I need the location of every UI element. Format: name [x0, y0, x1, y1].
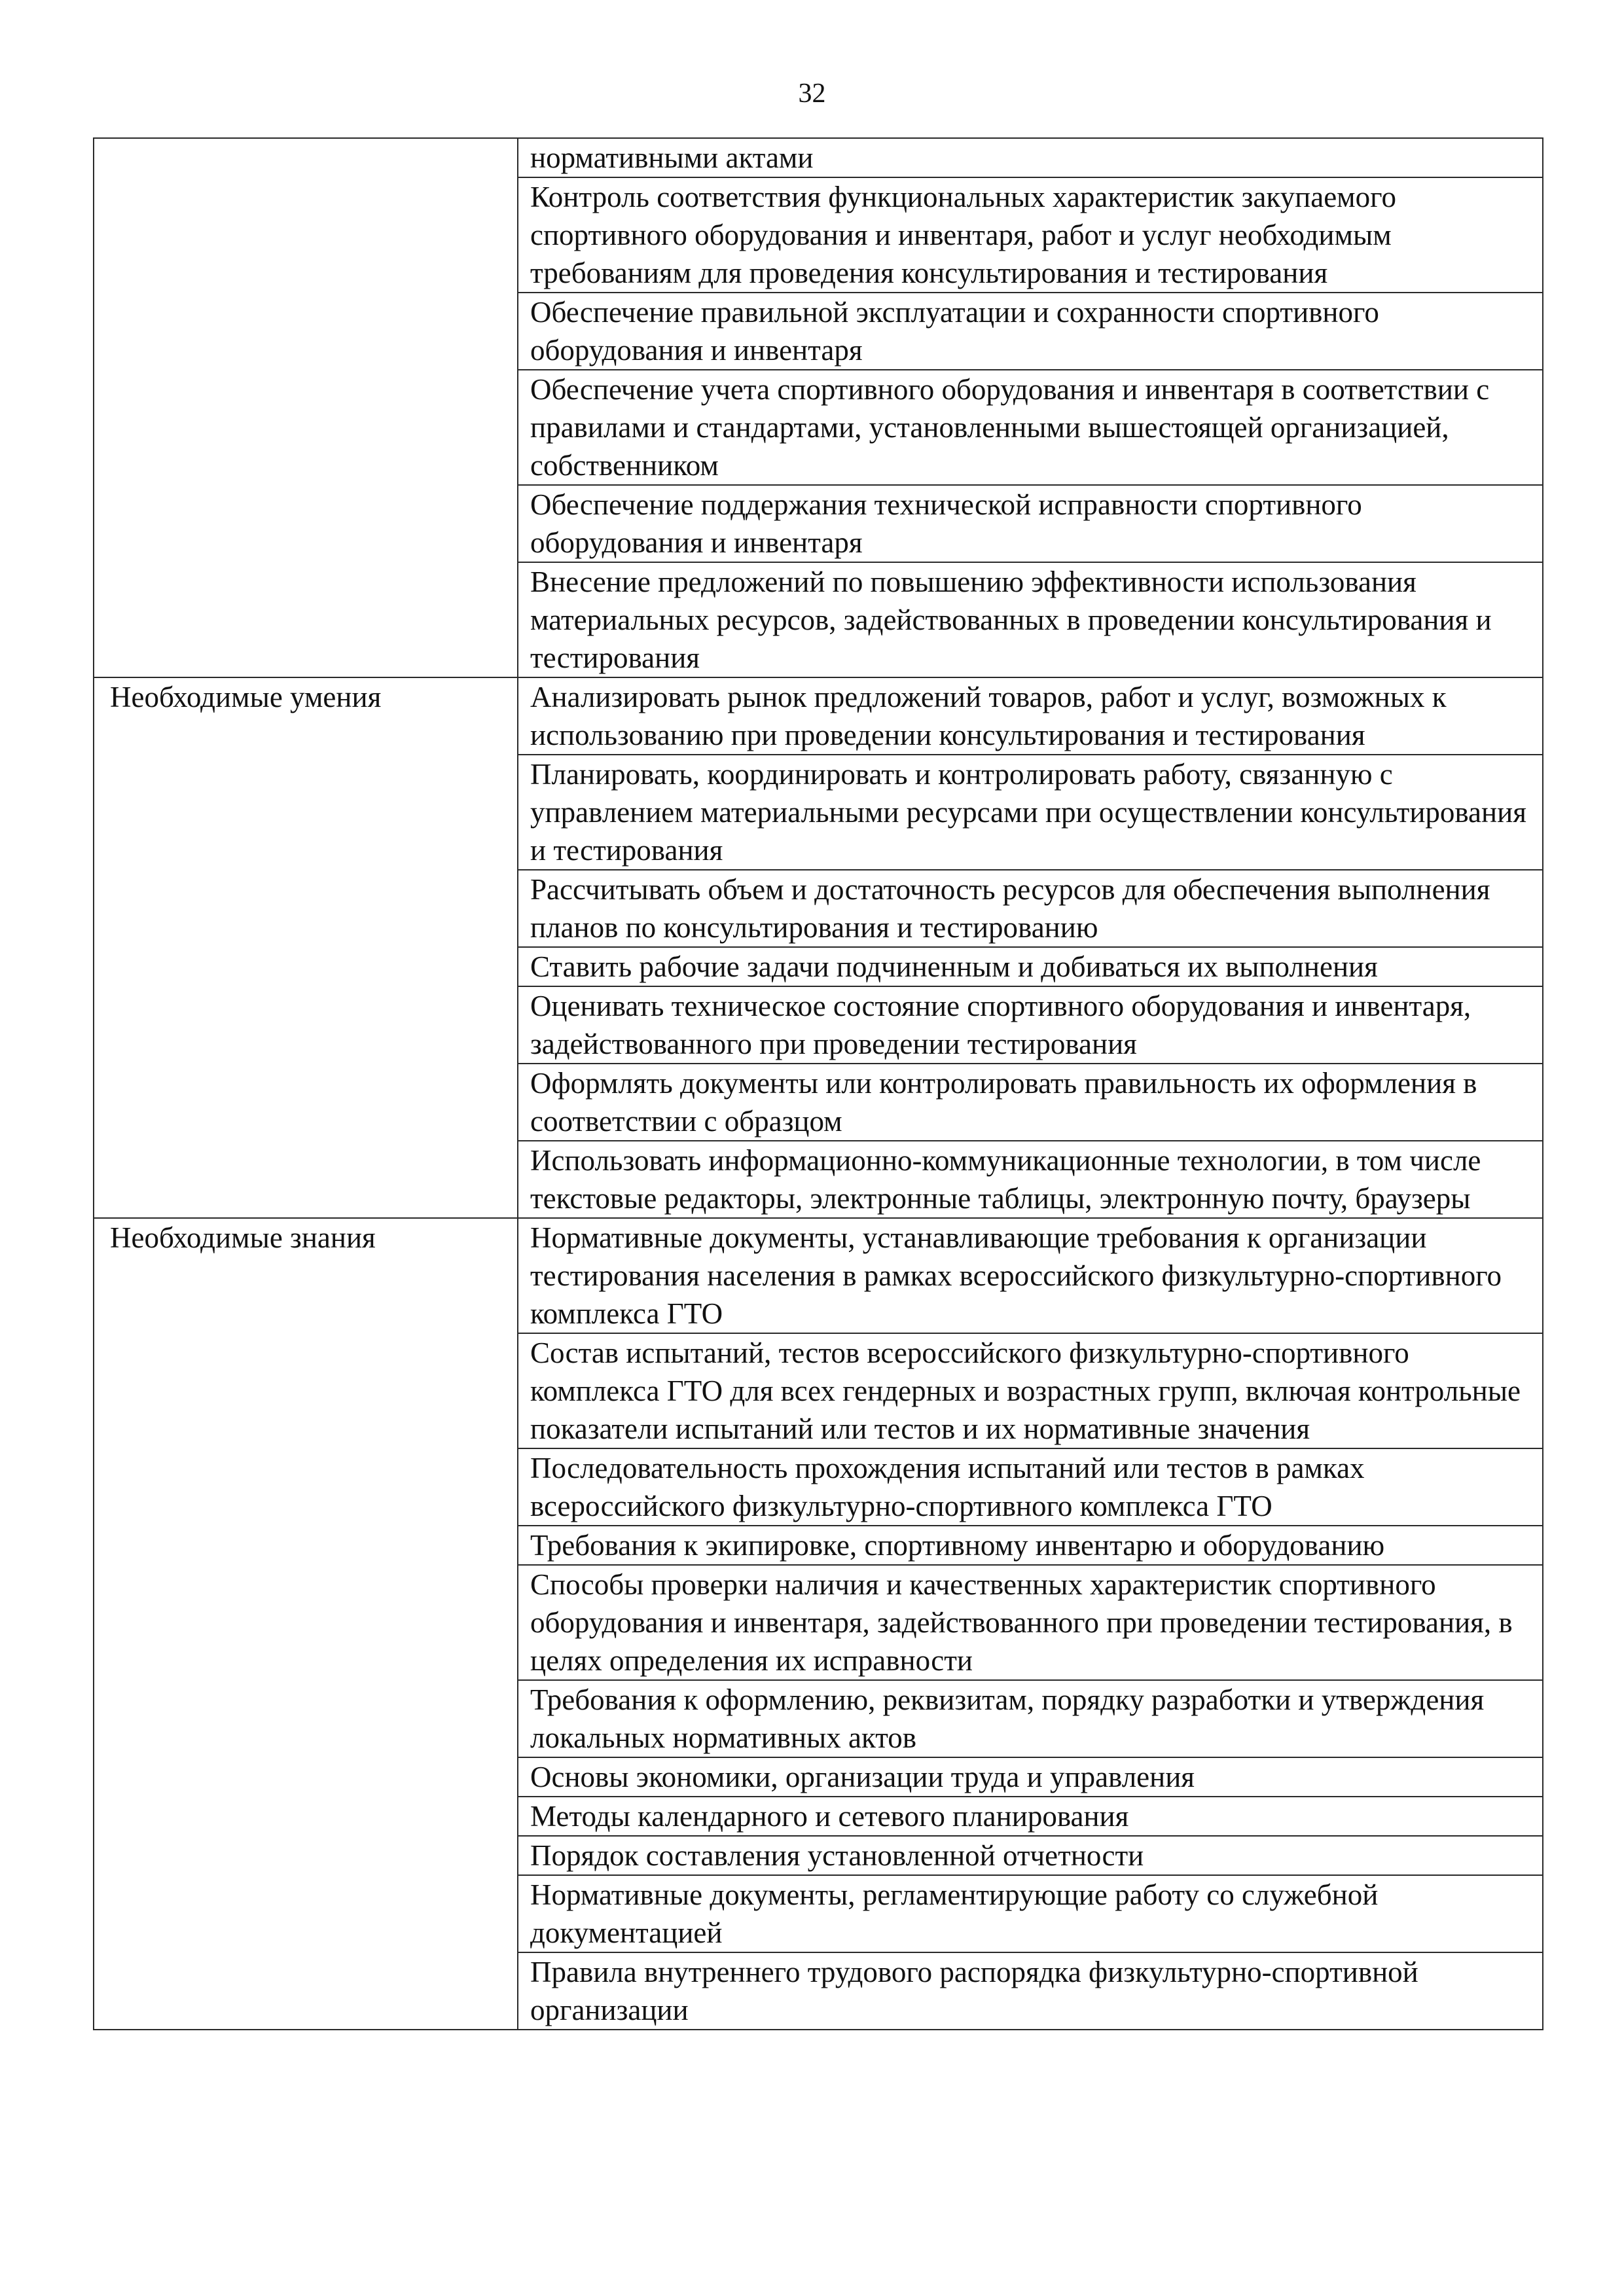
table-cell-item: Ставить рабочие задачи подчиненным и добиваться их выполнения: [518, 947, 1543, 986]
table-cell-item: Использовать информационно-коммуникационные технологии, в том числе текстовые редакторы, электронные таблицы, электронную почту, браузеры: [518, 1141, 1543, 1218]
table-cell-item: Нормативные документы, регламентирующие работу со служебной документацией: [518, 1875, 1543, 1952]
section-label-knowledge: Необходимые знания: [94, 1218, 518, 2030]
table-cell-item: Оценивать техническое состояние спортивного оборудования и инвентаря, задействованного при проведении тестирования: [518, 986, 1543, 1064]
table-cell-item: Требования к оформлению, реквизитам, порядку разработки и утверждения локальных нормативных актов: [518, 1680, 1543, 1757]
requirements-table: [93, 137, 1543, 2030]
table-cell-item: Анализировать рынок предложений товаров, работ и услуг, возможных к использованию при проведении консультирования и тестирования: [518, 677, 1543, 755]
table-cell-item: Последовательность прохождения испытаний или тестов в рамках всероссийского физкультурно-спортивного комплекса ГТО: [518, 1448, 1543, 1526]
table-cell-item: Основы экономики, организации труда и управления: [518, 1757, 1543, 1797]
table-cell-item: Рассчитывать объем и достаточность ресурсов для обеспечения выполнения планов по консультирования и тестированию: [518, 870, 1543, 947]
table-cell-item: Порядок составления установленной отчетности: [518, 1836, 1543, 1875]
table-cell-item: Правила внутреннего трудового распорядка физкультурно-спортивной организации: [518, 1952, 1543, 2030]
table-row: [94, 1218, 1543, 1333]
table-cell-item: Контроль соответствия функциональных характеристик закупаемого спортивного оборудования и инвентаря, работ и услуг необходимым требованиям для проведения консультирования и тестирования: [518, 177, 1543, 293]
table-cell-item: Требования к экипировке, спортивному инвентарю и оборудованию: [518, 1526, 1543, 1565]
table-row: [94, 677, 1543, 755]
table-cell-item: Внесение предложений по повышению эффективности использования материальных ресурсов, задействованных в проведении консультирования и тестирования: [518, 562, 1543, 677]
section-label-skills: Необходимые умения: [94, 677, 518, 1218]
table-cell-item: Нормативные документы, устанавливающие требования к организации тестирования населения в рамках всероссийского физкультурно-спортивного комплекса ГТО: [518, 1218, 1543, 1333]
table-cell-item: Планировать, координировать и контролировать работу, связанную с управлением материальными ресурсами при осуществлении консультирования и тестирования: [518, 755, 1543, 870]
table-cell-item: Обеспечение учета спортивного оборудования и инвентаря в соответствии с правилами и стандартами, установленными вышестоящей организацией, собственником: [518, 370, 1543, 485]
page-number: 32: [798, 79, 826, 109]
table-row: [94, 138, 1543, 177]
table-cell-item: нормативными актами: [518, 138, 1543, 177]
section-label-continued: [94, 138, 518, 677]
table-cell-item: Оформлять документы или контролировать правильность их оформления в соответствии с образцом: [518, 1064, 1543, 1141]
table-cell-item: Обеспечение поддержания технической исправности спортивного оборудования и инвентаря: [518, 485, 1543, 562]
table-cell-item: Состав испытаний, тестов всероссийского физкультурно-спортивного комплекса ГТО для всех гендерных и возрастных групп, включая контрольные показатели испытаний или тестов и их нормативные значения: [518, 1333, 1543, 1448]
table-cell-item: Методы календарного и сетевого планирования: [518, 1797, 1543, 1836]
table-cell-item: Обеспечение правильной эксплуатации и сохранности спортивного оборудования и инвентаря: [518, 293, 1543, 370]
table-cell-item: Способы проверки наличия и качественных характеристик спортивного оборудования и инвентаря, задействованного при проведении тестирования, в целях определения их исправности: [518, 1565, 1543, 1680]
